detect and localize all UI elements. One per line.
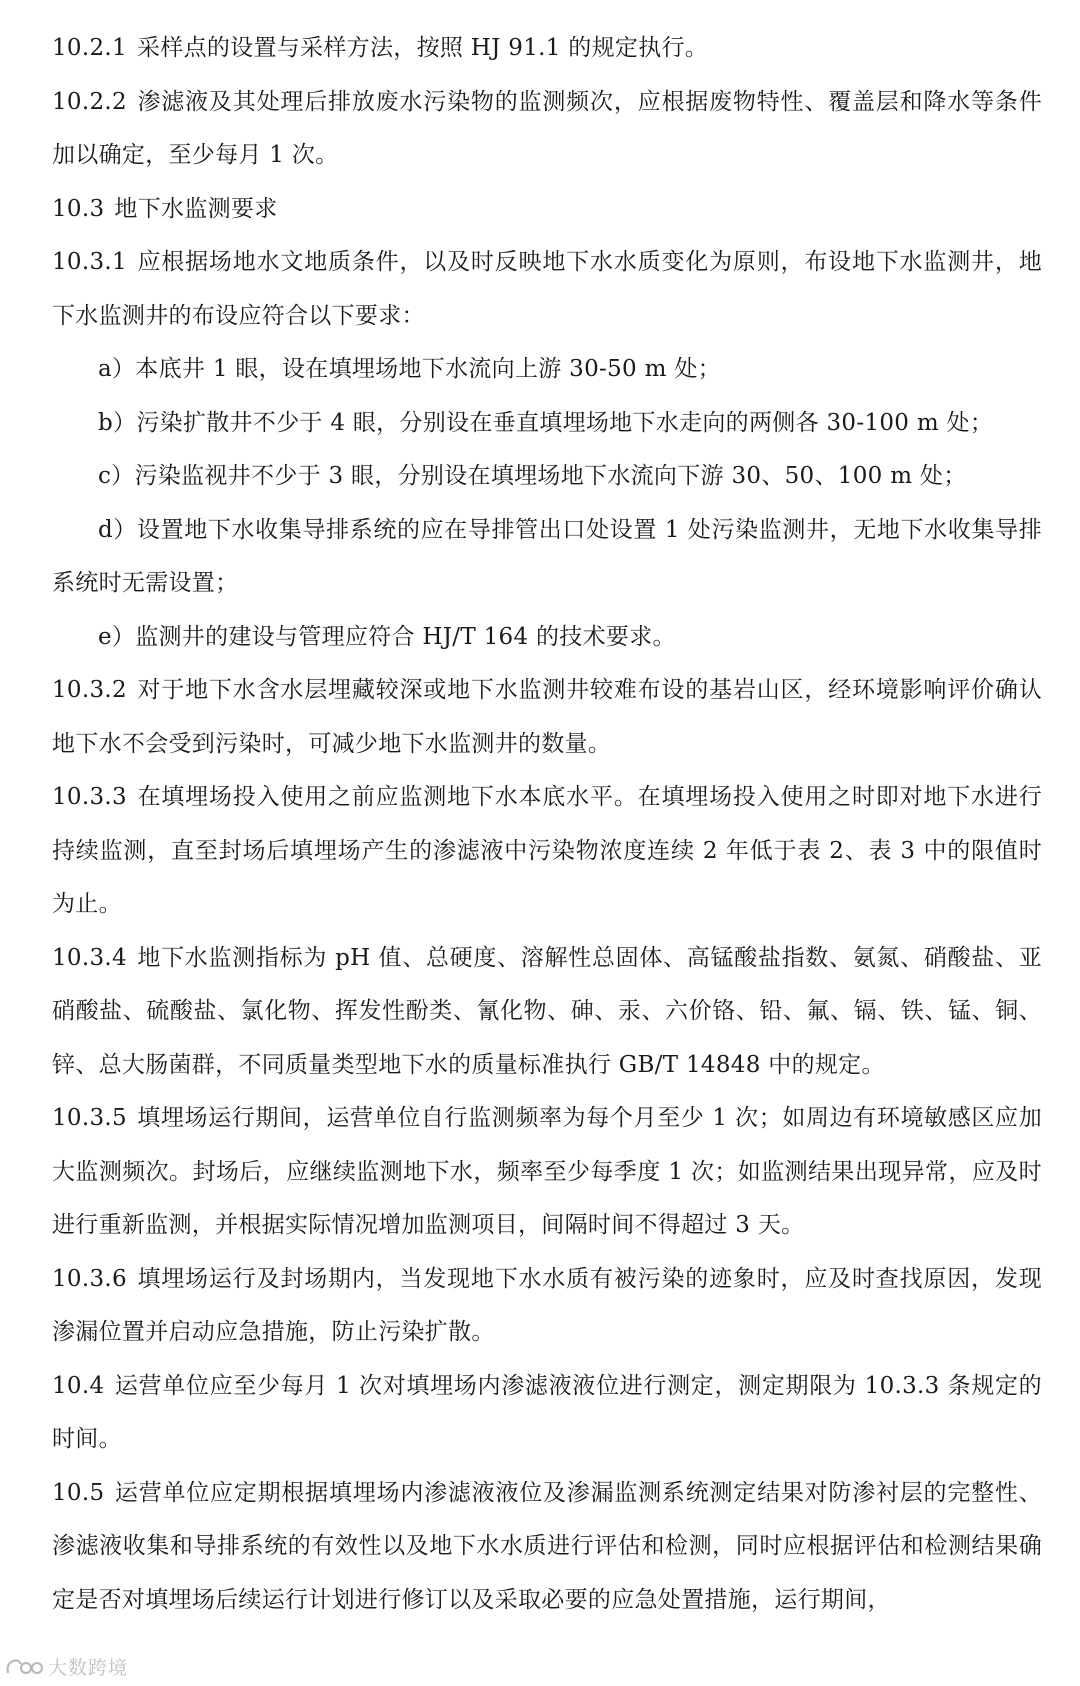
paragraph-10-2-1 bbox=[52, 22, 1042, 76]
paragraph-10-4 bbox=[52, 1360, 1042, 1467]
section-heading-10-3 bbox=[52, 183, 1042, 237]
clause-text: 地下水监测指标为 pH 值、总硬度、溶解性总固体、高锰酸盐指数、氨氮、硝酸盐、亚硝酸盐、硫酸盐、氯化物、挥发性酚类、氰化物、砷、汞、六价铬、铅、氟、镉、铁、锰、铜、锌、总大肠菌群，不同质量类型地下水的质量标准执行 GB/T 14848 中的规定。 bbox=[52, 944, 1042, 1078]
list-item-d bbox=[52, 504, 1042, 611]
clause-text: 运营单位应至少每月 1 次对填埋场内渗滤液液位进行测定，测定期限为 10.3.3 条规定的时间。 bbox=[52, 1372, 1042, 1452]
list-item-c bbox=[52, 450, 1042, 504]
paragraph-10-2-2 bbox=[52, 76, 1042, 183]
paragraph-10-3-3 bbox=[52, 771, 1042, 932]
clause-number: 10.5 bbox=[52, 1479, 105, 1506]
brand-logo-icon bbox=[4, 1656, 44, 1678]
clause-number: 10.3 bbox=[52, 195, 105, 222]
document-body bbox=[52, 22, 1042, 1627]
clause-number: 10.2.1 bbox=[52, 35, 127, 61]
clause-number: 10.4 bbox=[52, 1372, 105, 1399]
list-item-text: c）污染监视井不少于 3 眼，分别设在填埋场地下水流向下游 30、50、100 m 处； bbox=[98, 463, 967, 489]
paragraph-10-3-5 bbox=[52, 1092, 1042, 1253]
list-item-text: b）污染扩散井不少于 4 眼，分别设在垂直填埋场地下水走向的两侧各 30-100 m 处； bbox=[98, 409, 994, 436]
clause-number: 10.3.2 bbox=[52, 677, 127, 703]
clause-number: 10.3.3 bbox=[52, 784, 127, 810]
clause-number: 10.2.2 bbox=[52, 88, 127, 115]
paragraph-10-3-2 bbox=[52, 664, 1042, 771]
clause-text: 在填埋场投入使用之前应监测地下水本底水平。在填埋场投入使用之时即对地下水进行持续监测，直至封场后填埋场产生的渗滤液中污染物浓度连续 2 年低于表 2、表 3 中的限值时为止。 bbox=[52, 784, 1042, 917]
clause-number: 10.3.1 bbox=[52, 249, 127, 275]
watermark bbox=[4, 1653, 128, 1680]
clause-text: 渗滤液及其处理后排放废水污染物的监测频次，应根据废物特性、覆盖层和降水等条件加以确定，至少每月 1 次。 bbox=[52, 88, 1042, 168]
list-item-a bbox=[52, 343, 1042, 397]
list-item-b bbox=[52, 397, 1042, 451]
clause-text: 填埋场运行期间，运营单位自行监测频率为每个月至少 1 次；如周边有环境敏感区应加大监测频次。封场后，应继续监测地下水，频率至少每季度 1 次；如监测结果出现异常，应及时进行重新监测，并根据实际情况增加监测项目，间隔时间不得超过 3 天。 bbox=[52, 1105, 1042, 1238]
clause-text: 填埋场运行及封场期内，当发现地下水水质有被污染的迹象时，应及时查找原因，发现渗漏位置并启动应急措施，防止污染扩散。 bbox=[52, 1265, 1042, 1345]
paragraph-10-3-4 bbox=[52, 932, 1042, 1093]
list-item-e bbox=[52, 611, 1042, 665]
list-item-text: e）监测井的建设与管理应符合 HJ/T 164 的技术要求。 bbox=[98, 623, 676, 650]
clause-text: 运营单位应定期根据填埋场内渗滤液液位及渗漏监测系统测定结果对防渗衬层的完整性、渗滤液收集和导排系统的有效性以及地下水水质进行评估和检测，同时应根据评估和检测结果确定是否对填埋场后续运行计划进行修订以及采取必要的应急处置措施，运行期间， bbox=[52, 1479, 1042, 1613]
clause-text: 地下水监测要求 bbox=[114, 195, 278, 222]
list-item-text: d）设置地下水收集导排系统的应在导排管出口处设置 1 处污染监测井，无地下水收集导排系统时无需设置； bbox=[52, 516, 1042, 596]
paragraph-10-5 bbox=[52, 1467, 1042, 1628]
clause-number: 10.3.6 bbox=[52, 1265, 127, 1292]
clause-number: 10.3.5 bbox=[52, 1105, 127, 1131]
clause-text: 采样点的设置与采样方法，按照 HJ 91.1 的规定执行。 bbox=[136, 35, 709, 61]
clause-text: 对于地下水含水层埋藏较深或地下水监测井较难布设的基岩山区，经环境影响评价确认地下水不会受到污染时，可减少地下水监测井的数量。 bbox=[52, 677, 1042, 757]
watermark-text: 大数跨境 bbox=[48, 1657, 129, 1679]
clause-number: 10.3.4 bbox=[52, 944, 127, 971]
paragraph-10-3-6 bbox=[52, 1253, 1042, 1360]
clause-text: 应根据场地水文地质条件，以及时反映地下水水质变化为原则，布设地下水监测井，地下水监测井的布设应符合以下要求： bbox=[52, 249, 1042, 329]
paragraph-10-3-1 bbox=[52, 236, 1042, 343]
list-item-text: a）本底井 1 眼，设在填埋场地下水流向上游 30-50 m 处； bbox=[98, 356, 721, 382]
